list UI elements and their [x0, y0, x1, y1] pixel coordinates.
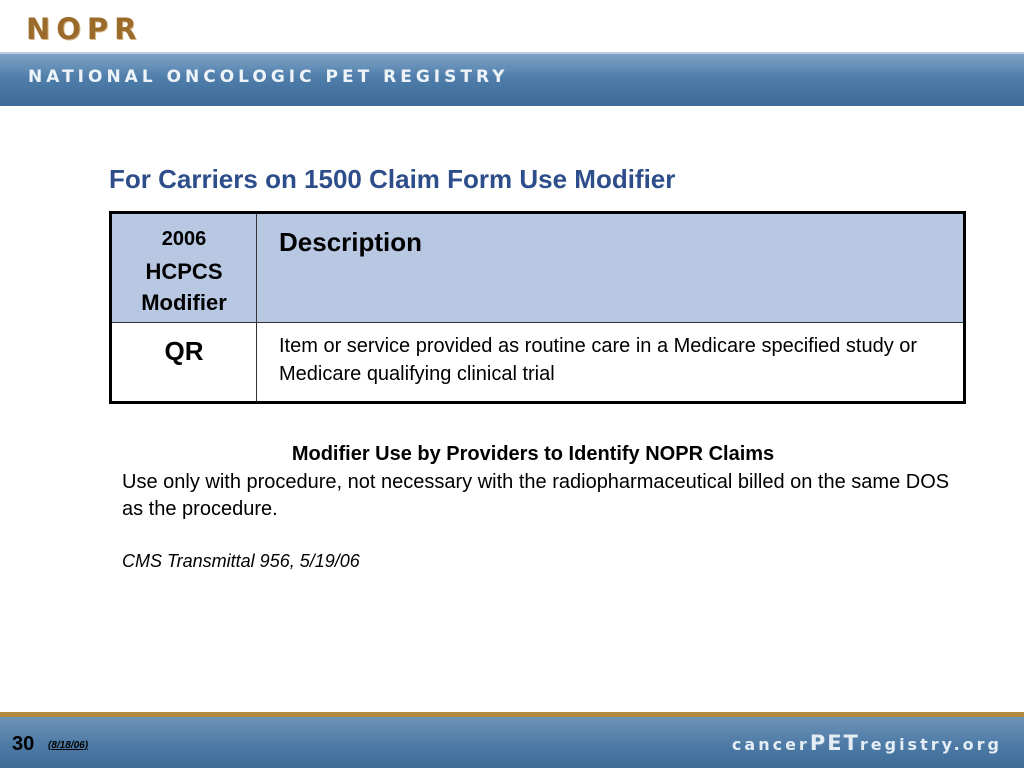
page-date: (8/18/06): [48, 740, 89, 751]
header-cell-description: [257, 213, 965, 323]
table-row: [111, 323, 965, 403]
modifier-table: [109, 211, 966, 404]
modifier-code: QR: [164, 336, 204, 366]
section-heading: Modifier Use by Providers to Identify NOPR Claims: [291, 443, 775, 465]
slide-title: For Carriers on 1500 Claim Form Use Modifier: [109, 164, 676, 194]
header-description-label: Description: [279, 227, 423, 257]
site-name-prefix: cancer: [731, 735, 810, 754]
header-banner: [0, 52, 1024, 106]
site-name-suffix: registry.org: [859, 735, 1002, 754]
header-year: 2006: [161, 228, 207, 250]
citation: CMS Transmittal 956, 5/19/06: [122, 551, 360, 571]
header-modifier-label: HCPCS Modifier: [141, 259, 227, 315]
modifier-description: Item or service provided as routine care in a Medicare specified study or Medicare qualifying clinical trial: [279, 335, 918, 385]
banner-title: NATIONAL ONCOLOGIC PET REGISTRY: [28, 67, 509, 87]
table-header-row: [111, 213, 965, 323]
site-logo: [732, 731, 1002, 755]
modifier-description-cell: [257, 323, 965, 403]
body-text: Use only with procedure, not necessary with the radiopharmaceutical billed on the same DOS as the procedure.: [122, 471, 950, 520]
header-cell-modifier: [111, 213, 257, 323]
modifier-code-cell: [111, 323, 257, 403]
site-name-pet: PET: [809, 731, 860, 755]
page-number: 30: [12, 733, 35, 755]
footer-bar: [0, 717, 1024, 768]
nopr-logo: NOPR: [26, 12, 143, 46]
